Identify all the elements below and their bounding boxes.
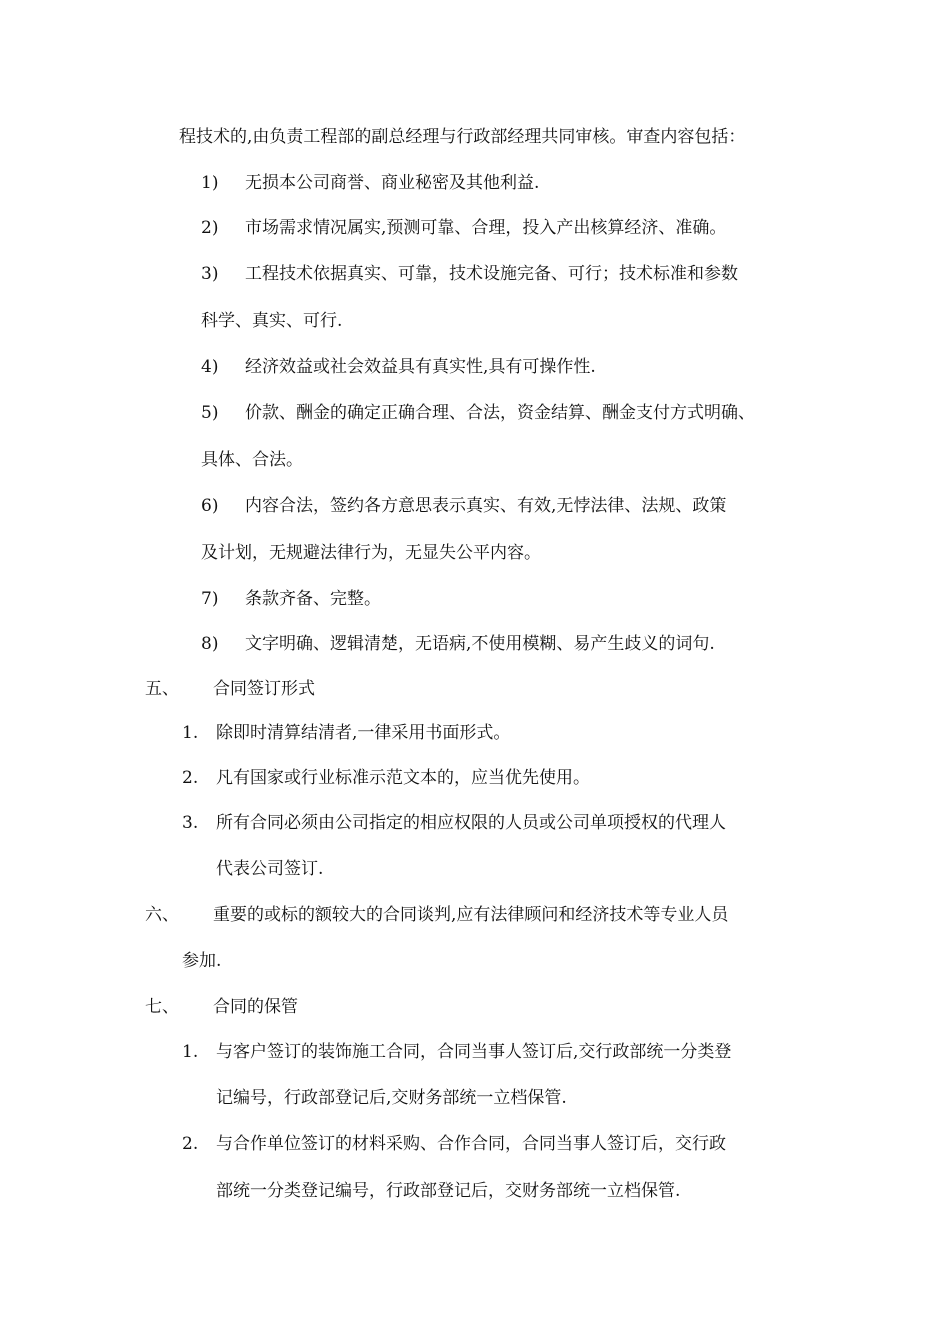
review-item-6-text: 内容合法，签约各方意思表示真实、有效,无悖法律、法规、政策 (245, 496, 727, 516)
review-item-4-text: 经济效益或社会效益具有真实性,具有可操作性. (245, 357, 596, 377)
review-item-7-mark: 7) (201, 589, 219, 609)
section-5-item-3-mark: 3. (182, 813, 199, 833)
section-7-item-1-continuation: 记编号，行政部登记后,交财务部统一立档保管. (216, 1088, 567, 1108)
review-item-4-mark: 4) (201, 357, 219, 377)
review-item-2-text: 市场需求情况属实,预测可靠、合理，投入产出核算经济、准确。 (245, 218, 727, 238)
section-7-item-2-text: 与合作单位签订的材料采购、合作合同，合同当事人签订后，交行政 (216, 1134, 726, 1154)
intro-paragraph: 程技术的,由负责工程部的副总经理与行政部经理共同审核。审查内容包括： (179, 127, 746, 147)
review-item-6-continuation: 及计划，无规避法律行为，无显失公平内容。 (201, 543, 541, 563)
review-item-3-text: 工程技术依据真实、可靠，技术设施完备、可行；技术标准和参数 (245, 264, 738, 284)
section-6-continuation: 参加. (182, 951, 222, 971)
section-5-item-3-continuation: 代表公司签订. (216, 859, 324, 879)
section-6-number: 六、 (145, 905, 179, 925)
section-5-item-2-mark: 2. (182, 768, 199, 788)
section-7-item-2-continuation: 部统一分类登记编号，行政部登记后，交财务部统一立档保管. (216, 1181, 681, 1201)
review-item-2-mark: 2) (201, 218, 219, 238)
section-5-item-2-text: 凡有国家或行业标准示范文本的，应当优先使用。 (216, 768, 590, 788)
review-item-5-text: 价款、酬金的确定正确合理、合法，资金结算、酬金支付方式明确、 (245, 403, 755, 423)
review-item-5-continuation: 具体、合法。 (201, 450, 303, 470)
section-7-item-1-mark: 1. (182, 1042, 199, 1062)
review-item-3-continuation: 科学、真实、可行. (201, 311, 343, 331)
section-7-title: 合同的保管 (213, 997, 298, 1017)
section-7-number: 七、 (145, 997, 179, 1017)
review-item-5-mark: 5) (201, 403, 219, 423)
section-5-item-1-text: 除即时清算结清者,一律采用书面形式。 (216, 723, 511, 743)
review-item-3-mark: 3) (201, 264, 219, 284)
review-item-8-text: 文字明确、逻辑清楚，无语病,不使用模糊、易产生歧义的词句. (245, 634, 715, 654)
review-item-7-text: 条款齐备、完整。 (245, 589, 381, 609)
review-item-1-mark: 1) (201, 173, 219, 193)
section-6-text: 重要的或标的额较大的合同谈判,应有法律顾问和经济技术等专业人员 (213, 905, 729, 925)
section-7-item-1-text: 与客户签订的装饰施工合同，合同当事人签订后,交行政部统一分类登 (216, 1042, 732, 1062)
review-item-8-mark: 8) (201, 634, 219, 654)
review-item-6-mark: 6) (201, 496, 219, 516)
section-7-item-2-mark: 2. (182, 1134, 199, 1154)
section-5-title: 合同签订形式 (213, 679, 315, 699)
section-5-item-3-text: 所有合同必须由公司指定的相应权限的人员或公司单项授权的代理人 (216, 813, 726, 833)
review-item-1-text: 无损本公司商誉、商业秘密及其他利益. (245, 173, 540, 193)
section-5-item-1-mark: 1. (182, 723, 199, 743)
section-5-number: 五、 (145, 679, 179, 699)
